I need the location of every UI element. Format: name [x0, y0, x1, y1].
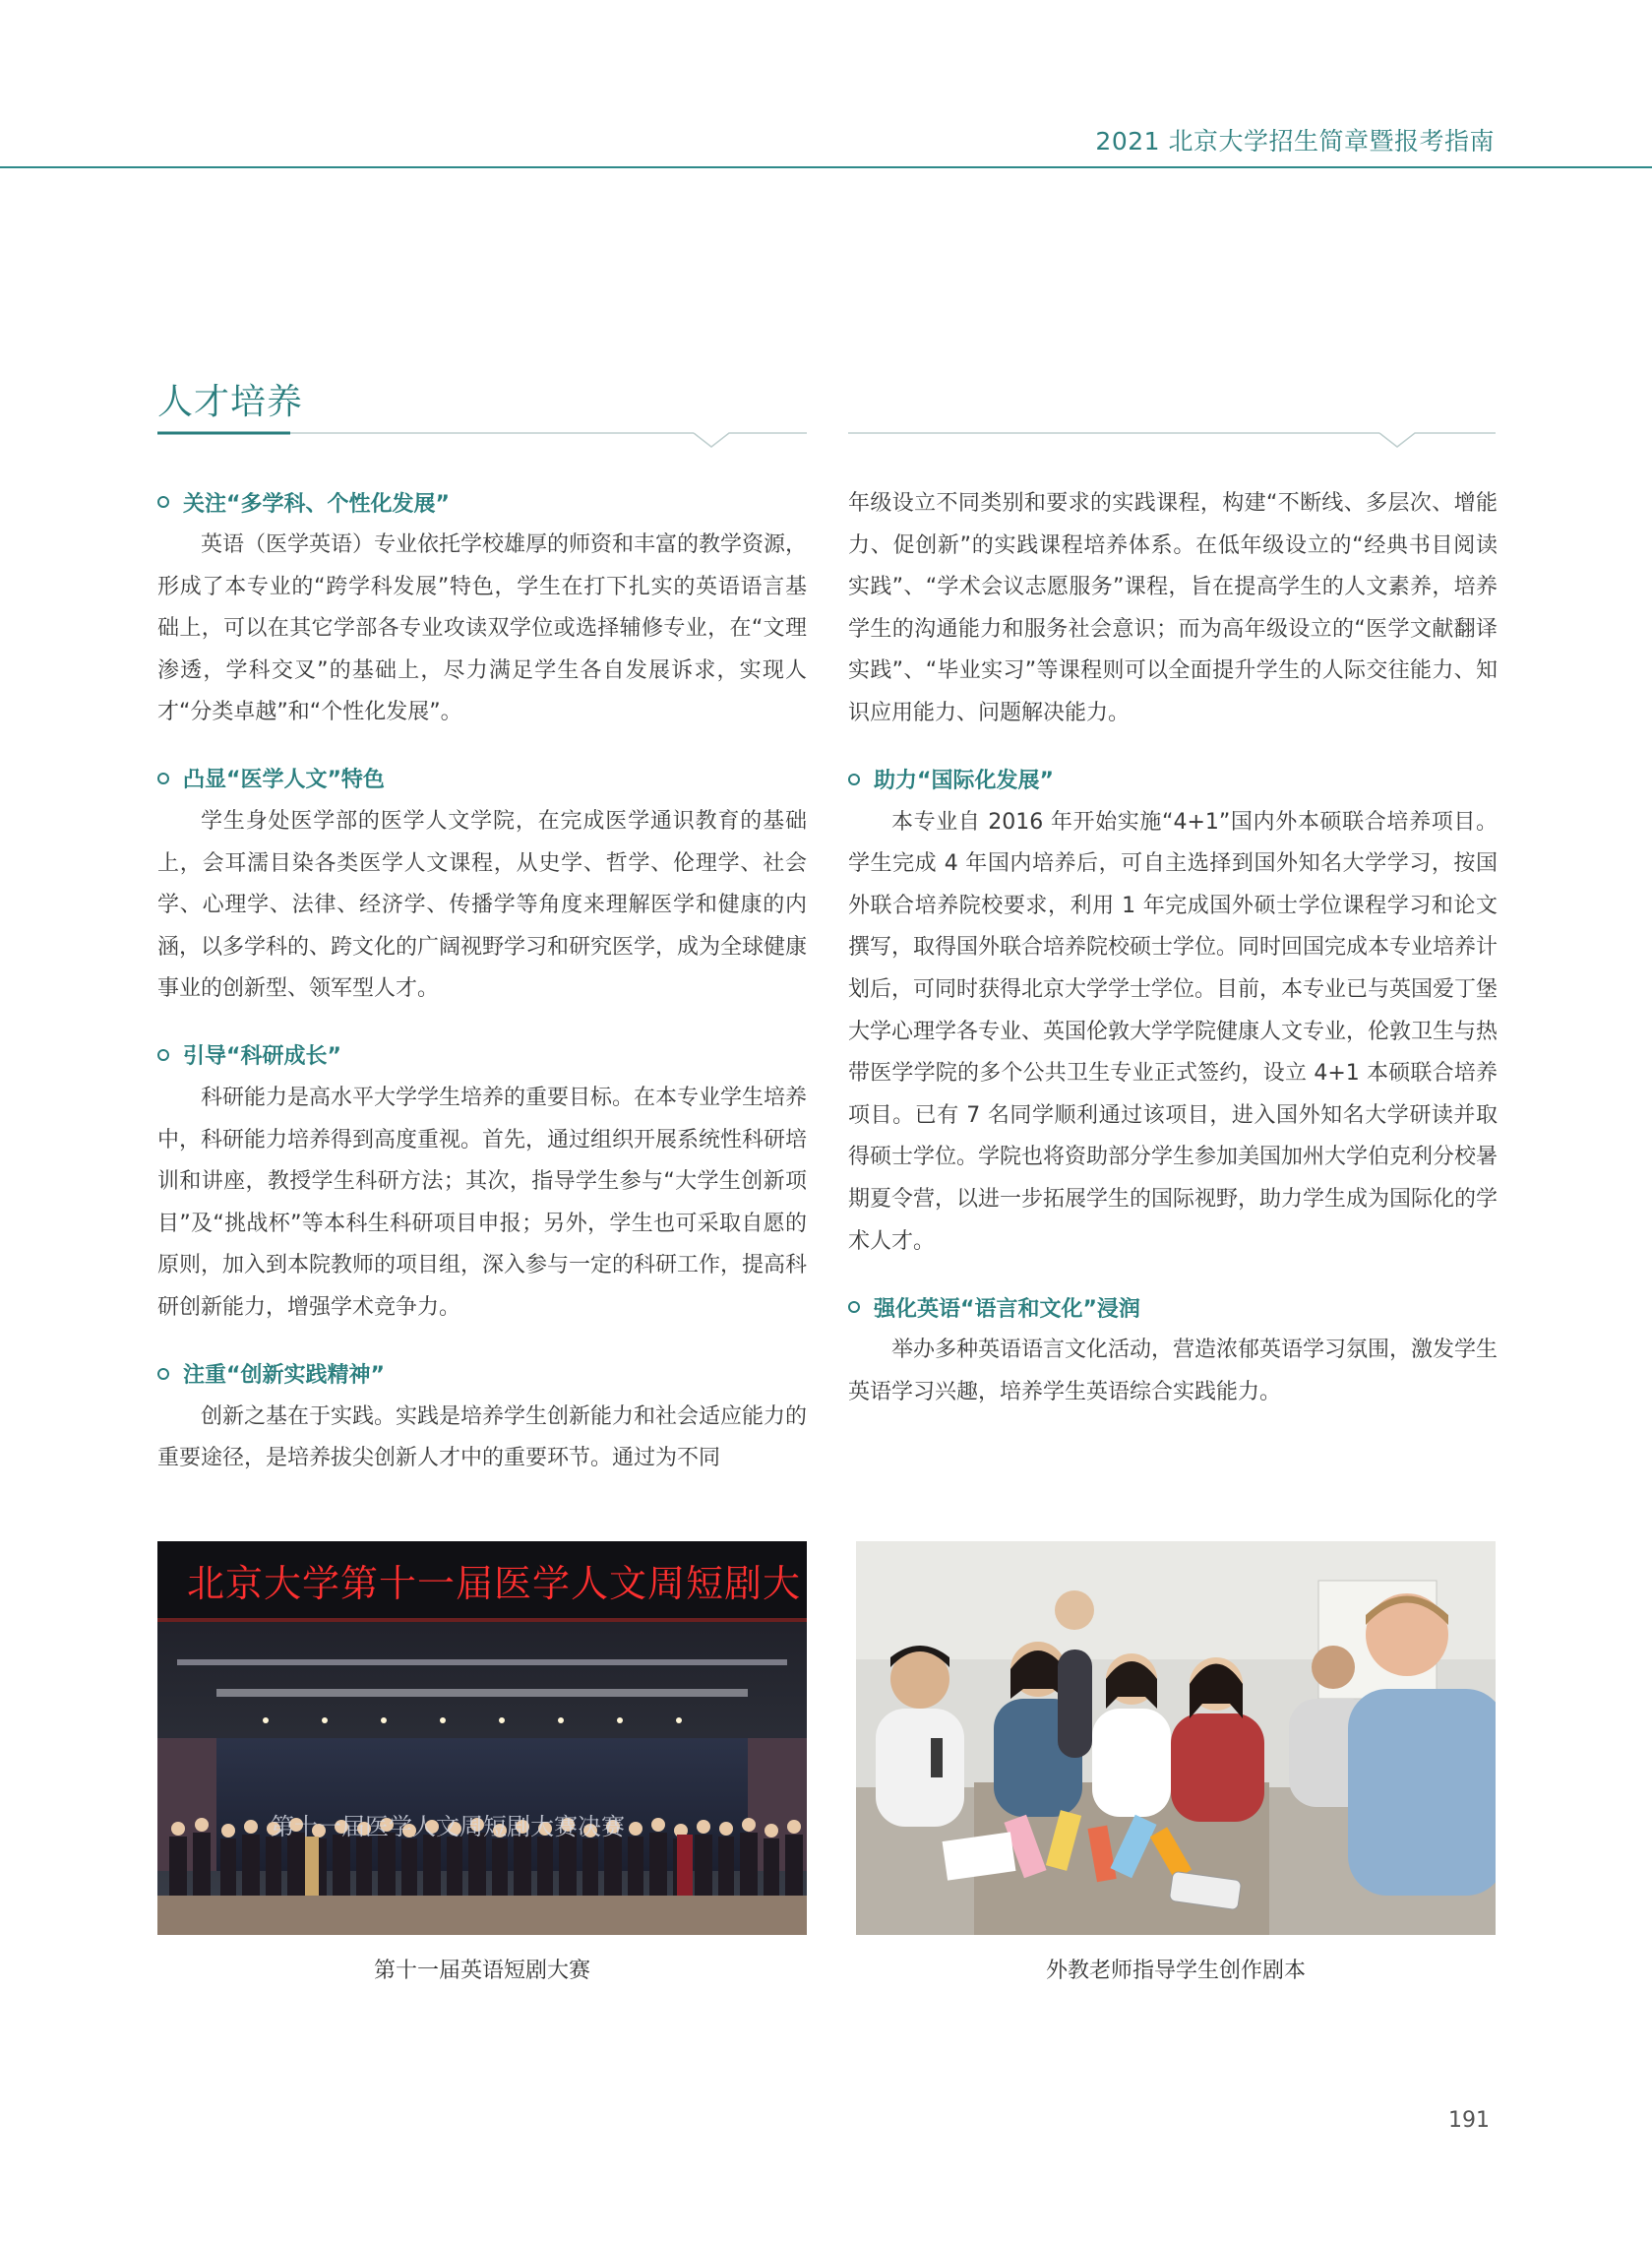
- photo-banner-text: 北京大学第十一届医学人文周短剧大: [187, 1562, 802, 1605]
- running-header-title: 2021 北京大学招生简章暨报考指南: [1095, 127, 1495, 156]
- paragraph-english-culture: 举办多种英语语言文化活动，营造浓郁英语学习氛围，激发学生英语学习兴趣，培养学生英语综合实践能力。: [848, 1338, 1499, 1404]
- section-title: 人才培养: [157, 382, 304, 422]
- subhead-multidiscipline: [157, 487, 807, 517]
- subhead-text: 凸显“医学人文”特色: [183, 768, 385, 793]
- left-rule-svg: [157, 427, 807, 447]
- subhead-text: 助力“国际化发展”: [874, 769, 1054, 794]
- paragraph-innovation-practice-continued: 年级设立不同类别和要求的实践课程，构建“不断线、多层次、增能力、促创新”的实践课程培养体系。在低年级设立的“经典书目阅读实践”、“学术会议志愿服务”课程，旨在提高学生的人文素养，培养学生的沟通能力和服务社会意识；而为高年级设立的“医学文献翻译实践”、“毕业实习”等课程则可以全面提升学生的人际交往能力、知识应用能力、问题解决能力。: [848, 491, 1498, 725]
- circle-bullet-icon: [157, 496, 169, 508]
- header-divider: [0, 166, 1652, 168]
- paragraph-multidiscipline: 英语（医学英语）专业依托学校雄厚的师资和丰富的教学资源，形成了本专业的“跨学科发展”特色，学生在打下扎实的英语语言基础上，可以在其它学部各专业攻读双学位或选择辅修专业，在“文理渗透，学科交叉”的基础上，尽力满足学生各自发展诉求，实现人才“分类卓越”和“个性化发展”。: [157, 532, 808, 725]
- photo-foreign-teacher-illustration: [856, 1541, 1496, 1935]
- paragraph-medical-humanities: 学生身处医学部的医学人文学院，在完成医学通识教育的基础上，会耳濡目染各类医学人文课程，从史学、哲学、伦理学、社会学、心理学、法律、经济学、传播学等角度来理解医学和健康的内涵，以多学科的、跨文化的广阔视野学习和研究医学，成为全球健康事业的创新型、领军型人才。: [157, 808, 808, 1002]
- paragraph-internationalization: 本专业自 2016 年开始实施“4+1”国内外本硕联合培养项目。学生完成 4 年国内培养后，可自主选择到国外知名大学学习，按国外联合培养院校要求，利用 1 年完成国外硕士学位课程学习和论文撰写，取得国外联合培养院校硕士学位。同时回国完成本专业培养计划后，可同时获得北京大学学士学位。目前，本专业已与英国爱丁堡大学心理学各专业、英国伦敦大学学院健康人文专业，伦敦卫生与热带医学学院的多个公共卫生专业正式签约，设立 4+1 本硕联合培养项目。已有 7 名同学顺利通过该项目，进入国外知名大学研读并取得硕士学位。学院也将资助部分学生参加美国加州大学伯克利分校暑期夏令营，以进一步拓展学生的国际视野，助力学生成为国际化的学术人才。: [848, 809, 1499, 1254]
- subhead-text: 引导“科研成长”: [183, 1044, 341, 1070]
- paragraph-research: 科研能力是高水平大学学生培养的重要目标。在本专业学生培养中，科研能力培养得到高度重视。首先，通过组织开展系统性科研培训和讲座，教授学生科研方法；其次，指导学生参与“大学生创新项目”及“挑战杯”等本科生科研项目申报；另外，学生也可采取自愿的原则，加入到本院教师的项目组，深入参与一定的科研工作，提高科研创新能力，增强学术竞争力。: [157, 1085, 808, 1320]
- circle-bullet-icon: [157, 1049, 169, 1061]
- caption-left: 第十一届英语短剧大赛: [373, 1959, 590, 1983]
- subhead-english-culture: [848, 1292, 1498, 1322]
- caption-right: 外教老师指导学生创作剧本: [1045, 1959, 1306, 1983]
- subhead-text: 强化英语“语言和文化”浸润: [874, 1296, 1140, 1322]
- subhead-innovation-practice: [157, 1359, 807, 1389]
- circle-bullet-icon: [157, 773, 169, 784]
- photo-foreign-teacher: [856, 1541, 1496, 1935]
- circle-bullet-icon: [157, 1368, 169, 1380]
- circle-bullet-icon: [848, 774, 860, 785]
- photo-drama-contest: [157, 1541, 807, 1935]
- subhead-text: 注重“创新实践精神”: [183, 1363, 385, 1388]
- photo-backdrop-text: 第十一届医学人文周短剧大赛决赛: [271, 1813, 625, 1840]
- subhead-medical-humanities: [157, 764, 807, 793]
- subhead-research: [157, 1040, 807, 1070]
- subhead-text: 关注“多学科、个性化发展”: [183, 491, 450, 517]
- right-rule-svg: [848, 427, 1496, 447]
- circle-bullet-icon: [848, 1301, 860, 1313]
- paragraph-innovation-practice: 创新之基在于实践。实践是培养学生创新能力和社会适应能力的重要途径，是培养拔尖创新人才中的重要环节。通过为不同: [157, 1403, 808, 1471]
- subhead-internationalization: [848, 765, 1498, 794]
- right-column: [848, 487, 1498, 1413]
- left-column: [157, 487, 807, 1480]
- page-number: 191: [1448, 2108, 1490, 2133]
